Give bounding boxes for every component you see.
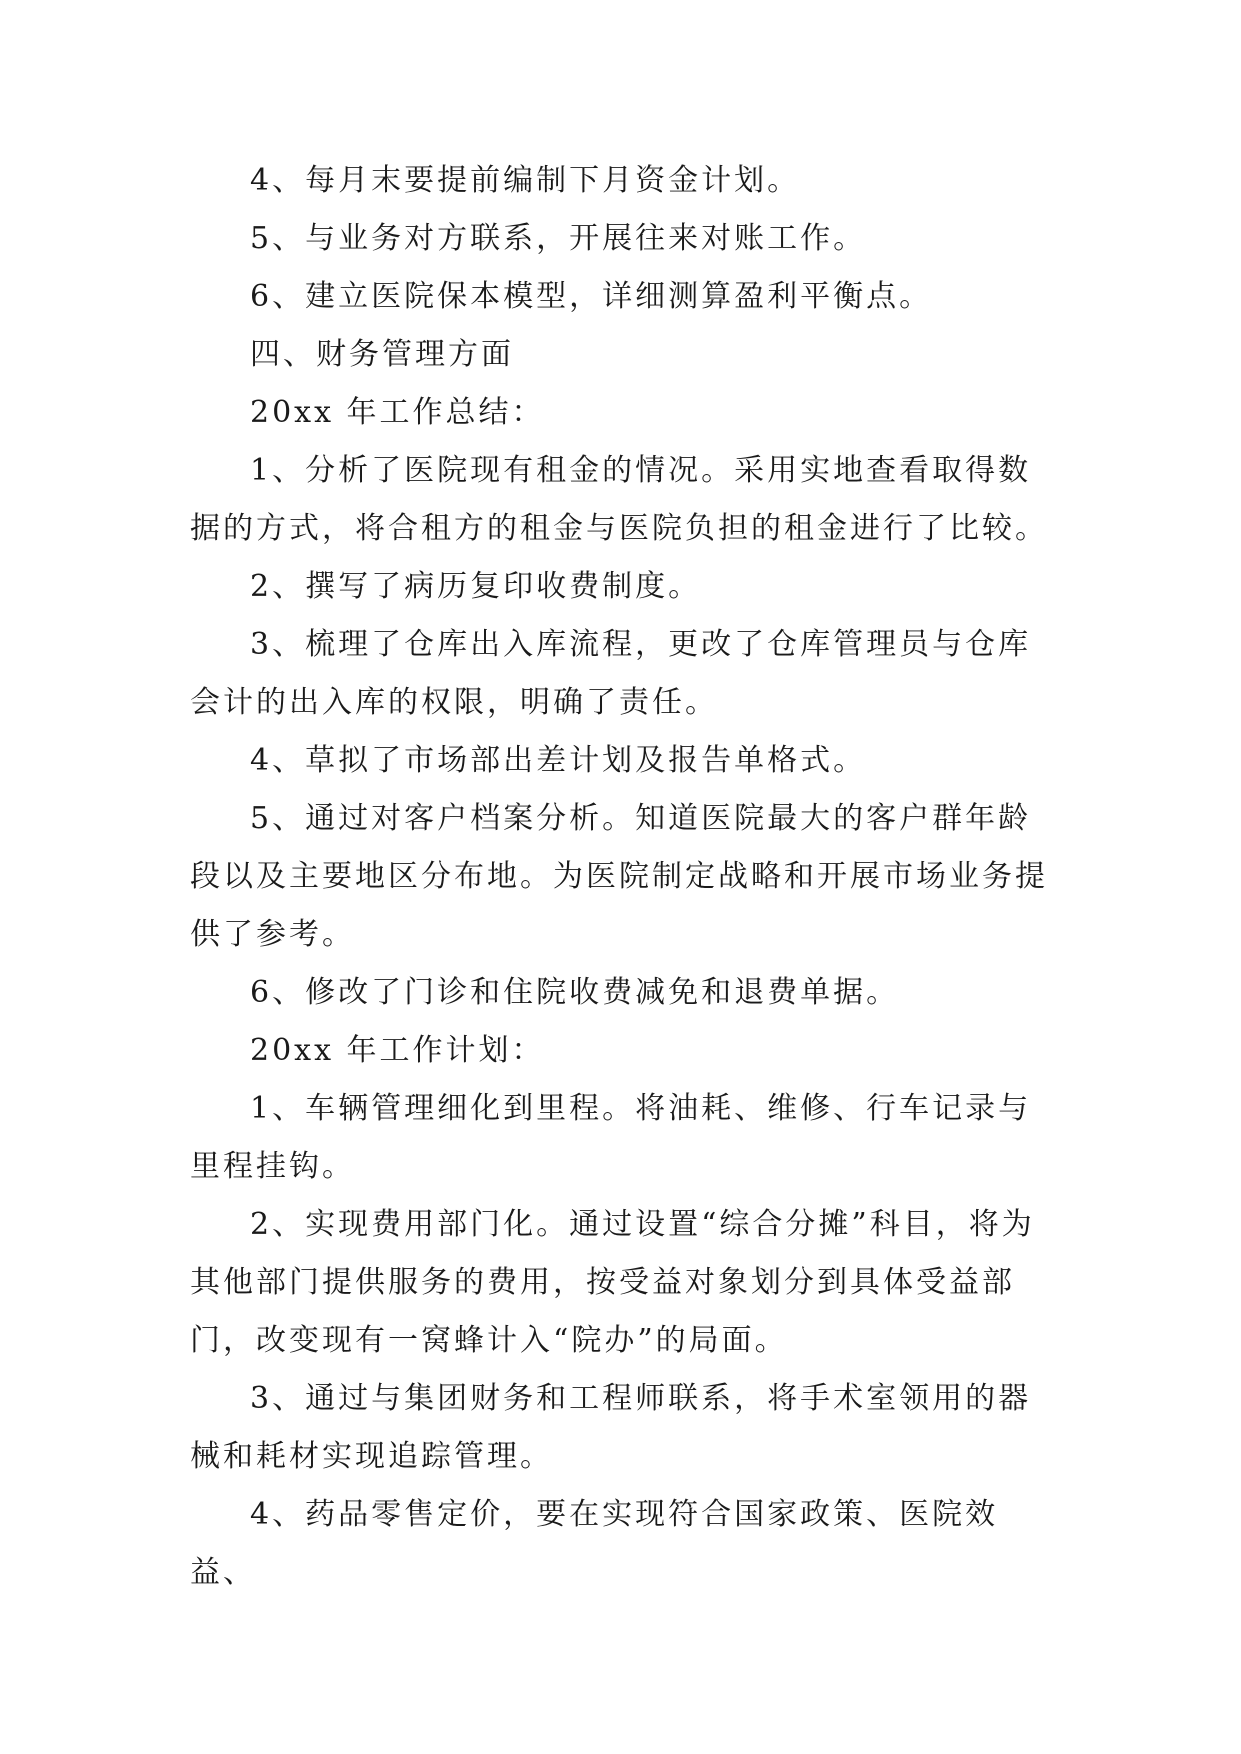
paragraph-9: 4、草拟了市场部出差计划及报告单格式。 bbox=[250, 743, 867, 778]
paragraph-2: 5、与业务对方联系，开展往来对账工作。 bbox=[250, 221, 867, 256]
paragraph-14: 2、实现费用部门化。通过设置“综合分摊”科目，将为其他部门提供服务的费用，按受益对象划分到具体受益部门，改变现有一窝蜂计入“院办”的局面。 bbox=[190, 1207, 1035, 1358]
paragraph-11: 6、修改了门诊和住院收费减免和退费单据。 bbox=[250, 975, 900, 1010]
paragraph-7: 2、撰写了病历复印收费制度。 bbox=[250, 569, 702, 604]
paragraph-8: 3、梳理了仓库出入库流程，更改了仓库管理员与仓库会计的出入库的权限，明确了责任。 bbox=[190, 627, 1032, 720]
document-body bbox=[190, 152, 1060, 1602]
paragraph-16: 4、药品零售定价，要在实现符合国家政策、医院效益、 bbox=[190, 1497, 999, 1590]
plan-heading: 20xx 年工作计划： bbox=[250, 1033, 545, 1068]
section-heading: 四、财务管理方面 bbox=[250, 337, 514, 372]
paragraph-6: 1、分析了医院现有租金的情况。采用实地查看取得数据的方式，将合租方的租金与医院负担的租金进行了比较。 bbox=[190, 453, 1048, 546]
paragraph-13: 1、车辆管理细化到里程。将油耗、维修、行车记录与里程挂钩。 bbox=[190, 1091, 1032, 1184]
paragraph-1: 4、每月末要提前编制下月资金计划。 bbox=[250, 163, 801, 198]
paragraph-10: 5、通过对客户档案分析。知道医院最大的客户群年龄段以及主要地区分布地。为医院制定战略和开展市场业务提供了参考。 bbox=[190, 801, 1048, 952]
paragraph-15: 3、通过与集团财务和工程师联系，将手术室领用的器械和耗材实现追踪管理。 bbox=[190, 1381, 1032, 1474]
summary-heading: 20xx 年工作总结： bbox=[250, 395, 545, 430]
paragraph-3: 6、建立医院保本模型，详细测算盈利平衡点。 bbox=[250, 279, 933, 314]
